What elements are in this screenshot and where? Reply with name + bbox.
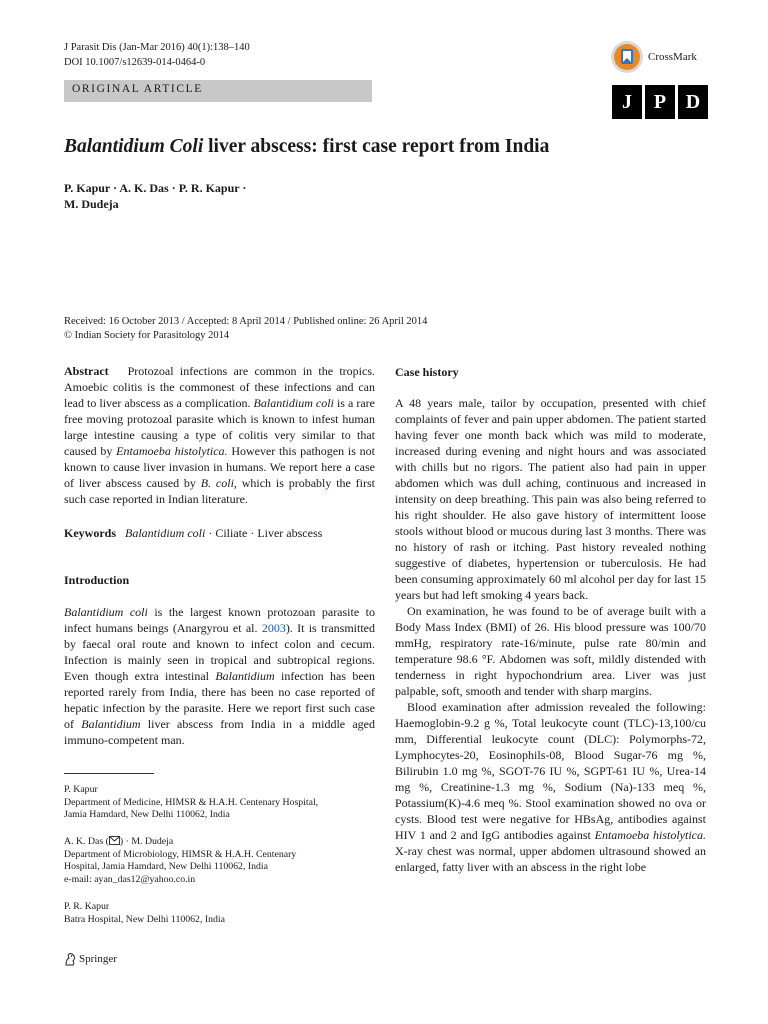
affiliation-name	[64, 836, 384, 849]
abstract-text: which is probably the first such case reported in Indian literature.	[64, 476, 376, 506]
intro-italic: Balantidium	[81, 717, 141, 731]
abstract-text: is a rare free moving protozoal parasite which is known to infest human large intestine causing a type of colitis very similar to that caused by	[64, 396, 375, 458]
crossmark-label: CrossMark	[648, 51, 697, 63]
abstract-italic: B. coli,	[200, 476, 237, 490]
keyword-italic: Balantidium coli	[125, 526, 206, 540]
logo-letter-j: J	[612, 85, 642, 119]
publication-dates	[64, 315, 704, 343]
publisher-name: Springer	[79, 953, 117, 965]
springer-horse-icon	[64, 952, 76, 966]
intro-text: infection has been reported rarely from India, there has been no case reported of hepatic infection by the parasite. Here we report first such case of	[64, 669, 375, 731]
case-paragraph-3	[395, 699, 706, 875]
crossmark-badge[interactable]	[610, 40, 710, 76]
citation-link[interactable]: 2003	[261, 621, 286, 635]
affiliation-name: P. R. Kapur	[64, 901, 110, 912]
affiliation-3	[64, 901, 384, 926]
title-rest: liver abscess: first case report from India	[203, 136, 550, 157]
intro-italic: Balantidium coli	[64, 605, 148, 619]
affiliation-2	[64, 836, 384, 886]
keywords-rest: · Ciliate · Liver abscess	[205, 526, 323, 540]
abstract-italic: Balantidium coli	[253, 396, 334, 410]
introduction-body	[64, 604, 375, 748]
section-banner	[64, 80, 372, 102]
abstract-italic: Entamoeba histolytica.	[116, 444, 228, 458]
affiliation-line: Batra Hospital, New Delhi 110062, India	[64, 913, 225, 925]
doi[interactable]: DOI 10.1007/s12639-014-0464-0	[64, 57, 206, 68]
introduction-heading: Introduction	[64, 573, 130, 587]
title-italic: Balantidium Coli	[64, 136, 204, 157]
affiliation-name: P. Kapur	[64, 784, 98, 795]
logo-letter-d: D	[678, 85, 708, 119]
intro-text: ). It is transmitted by faecal oral route and known to infect colon and cecum. Infection is mainly seen in tropical and subtropical regions. Even though extra intestinal	[64, 621, 376, 683]
affiliation-name-part: ) · M. Dudeja	[119, 836, 174, 847]
case-history-heading: Case history	[395, 365, 459, 379]
case-paragraph-2: On examination, he was found to be of average built with a Body Mass Index (BMI) of 26. His blood pressure was 100/70 mmHg, respiratory rate-16/minute, pulse rate 80/min and temperature 98.6 °F. Abdomen was soft, mildly distended with tenderness in right hypochondrium area. Liver was just palpable, soft, smooth and tender with sharp margins.	[395, 604, 706, 698]
journal-citation: J Parasit Dis (Jan-Mar 2016) 40(1):138–140	[64, 42, 250, 53]
affiliation-email[interactable]: e-mail: ayan_das12@yahoo.co.in	[64, 873, 196, 885]
case-text: X-ray chest was normal, upper abdomen ultrasound showed an enlarged, fatty liver with an abscess in the right lobe	[395, 844, 706, 874]
keywords-label: Keywords	[64, 526, 116, 540]
section-label: ORIGINAL ARTICLE	[72, 83, 203, 95]
case-text: Blood examination after admission revealed the following: Haemoglobin-9.2 g %, Total leukocyte count (TLC)-13,100/cu mm, Differential leukocyte count (DLC): Polymorphs-72, Lymphocytes-20, Eosinophils-08, Blood Sugar-76 mg %, Bilirubin 1.0 mg %, SGOT-76 IU %, SGPT-61 IU %, Urea-14 mg %, Creatinine-1.3 mg %, Sodium (Na)-133 meq %, Potassium(K)-4.6 meq %. Stool examination showed no ova or cysts. Blood test were negative for HBsAg, antibodies against HIV 1 and 2 and IgG antibodies against	[395, 700, 706, 842]
affiliation-line: Department of Microbiology, HIMSR & H.A.H. Centenary	[64, 848, 297, 860]
intro-text: is the largest known protozoan parasite to infect humans beings (Anargyrou et al.	[64, 605, 376, 635]
journal-logo	[612, 85, 708, 119]
case-paragraph-1: A 48 years male, tailor by occupation, presented with chief complaints of fever and pain upper abdomen. The patient started having fever one month back which was mild to moderate, increased during evening and night hours and was associated with chills but no rigors. The patient also had pain in upper abdomen which was dull aching, continuous and increased in intensity on deep breathing. This pain was also being referred to his right shoulder. He also gave history of intermittent loose stools without blood or mucous during last 3 months. There was no history of rash or itching. Past history revealed nothing suggestive of diabetes, hypertension or tuberculosis. He had been consuming approximately 60 ml alcohol per day for last 15 years but had left smoking 4 years back.	[395, 396, 706, 602]
crossmark-icon	[610, 40, 644, 74]
abstract-text: Protozoal infections are common in the tropics. Amoebic colitis is the commonest of these infections and can lead to liver abscess as a complication.	[64, 364, 376, 410]
case-history-body	[395, 395, 706, 875]
abstract	[64, 363, 375, 507]
keywords	[64, 525, 375, 541]
affiliation-line: Department of Medicine, HIMSR & H.A.H. Centenary Hospital,	[64, 796, 319, 808]
affiliation-line: Jamia Hamdard, New Delhi 110062, India	[64, 809, 230, 820]
authors-line-1: P. Kapur · A. K. Das · P. R. Kapur ·	[64, 181, 247, 195]
affiliation-name-part: A. K. Das (	[64, 836, 109, 847]
abstract-text: However this pathogen is not known to cause liver invasion in humans. We report here a case of liver abscess caused by	[64, 444, 375, 490]
copyright-line: © Indian Society for Parasitology 2014	[64, 330, 230, 341]
intro-italic: Balantidium	[215, 669, 275, 683]
intro-text: liver abscess from India in a middle aged immuno-competent man.	[64, 717, 375, 747]
author-list	[64, 180, 364, 212]
publisher-footer	[64, 952, 117, 966]
authors-line-2: M. Dudeja	[64, 197, 119, 211]
logo-letter-p: P	[645, 85, 675, 119]
article-title	[64, 134, 684, 160]
envelope-icon	[109, 836, 120, 845]
case-italic: Entamoeba histolytica.	[594, 828, 706, 842]
affiliation-1	[64, 784, 384, 822]
footnote-rule	[64, 773, 154, 774]
dates-line: Received: 16 October 2013 / Accepted: 8 April 2014 / Published online: 26 April 2014	[64, 316, 428, 327]
abstract-label: Abstract	[64, 364, 109, 378]
affiliation-line: Hospital, Jamia Hamdard, New Delhi 110062, India	[64, 861, 268, 872]
